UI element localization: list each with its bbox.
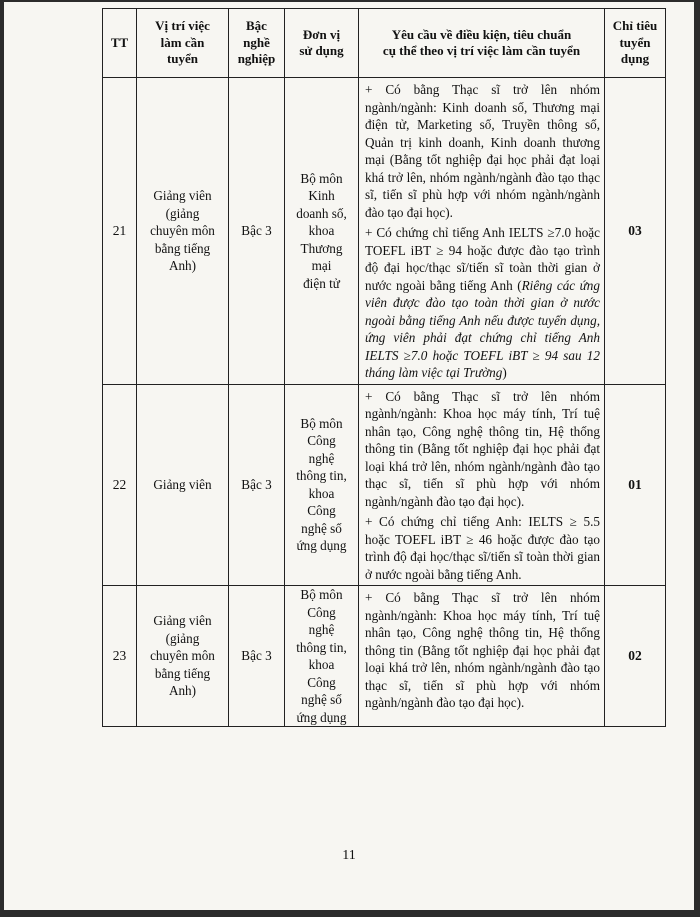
header-tt: TT	[103, 9, 137, 78]
document-page	[4, 2, 694, 910]
header-position: Vị trí việc làm cần tuyển	[137, 9, 229, 78]
requirements-cell	[359, 78, 605, 385]
header-level: Bậc nghề nghiệp	[229, 9, 285, 78]
level-cell: Bậc 3	[229, 586, 285, 727]
level-cell: Bậc 3	[229, 384, 285, 586]
degree-requirement: + Có bằng Thạc sĩ trở lên nhóm ngành/ngành: Khoa học máy tính, Trí tuệ nhân tạo, Công nghệ thông tin, Hệ thống thông tin (Bằng tốt nghiệp đại học phải đạt loại khá trở lên, nhóm ngành/ngành đào tạo thạc sĩ, tiến sĩ phù hợp với nhóm ngành/ngành đào tạo đại học).	[365, 590, 600, 710]
row-number: 23	[103, 586, 137, 727]
position-cell: Giảng viên	[137, 384, 229, 586]
language-requirement: + Có chứng chỉ tiếng Anh: IELTS ≥ 5.5 hoặc TOEFL iBT ≥ 46 hoặc được đào tạo trình độ đại học/thạc sĩ/tiến sĩ toàn thời gian ở nước ngoài bằng tiếng Anh.	[365, 514, 600, 582]
header-quota: Chỉ tiêu tuyển dụng	[605, 9, 666, 78]
degree-requirement: + Có bằng Thạc sĩ trở lên nhóm ngành/ngành: Kinh doanh số, Thương mại điện tử, Marketing số, Truyền thông số, Quản trị kinh doanh, Kinh doanh thương mại (Bằng tốt nghiệp đại học phải đạt loại khá trở lên, nhóm ngành/ngành đào tạo thạc sĩ, tiến sĩ phù hợp với nhóm ngành/ngành đào tạo đại học).	[365, 82, 600, 220]
table-row	[103, 586, 666, 727]
position-cell: Giảng viên (giảng chuyên môn bằng tiếng Anh)	[137, 586, 229, 727]
requirements-cell	[359, 586, 605, 727]
table-header-row	[103, 9, 666, 78]
table-row	[103, 384, 666, 586]
row-number: 22	[103, 384, 137, 586]
row-number: 21	[103, 78, 137, 385]
level-cell: Bậc 3	[229, 78, 285, 385]
unit-cell: Bộ môn Công nghệ thông tin, khoa Công nghệ số ứng dụng	[285, 384, 359, 586]
recruitment-table	[102, 8, 666, 727]
header-unit: Đơn vị sử dụng	[285, 9, 359, 78]
degree-requirement: + Có bằng Thạc sĩ trở lên nhóm ngành/ngành: Khoa học máy tính, Trí tuệ nhân tạo, Công nghệ thông tin, Hệ thống thông tin (Bằng tốt nghiệp đại học phải đạt loại khá trở lên, nhóm ngành/ngành đào tạo thạc sĩ, tiến sĩ phù hợp với nhóm ngành/ngành đào tạo đại học).	[365, 388, 600, 509]
requirements-cell	[359, 384, 605, 586]
quota-cell: 02	[605, 586, 666, 727]
page-number: 11	[342, 848, 356, 863]
unit-cell: Bộ môn Kinh doanh số, khoa Thương mại điện tử	[285, 78, 359, 385]
unit-cell: Bộ môn Công nghệ thông tin, khoa Công nghệ số ứng dụng	[285, 586, 359, 727]
quota-cell: 01	[605, 384, 666, 586]
table-row	[103, 78, 666, 385]
language-requirement: + Có chứng chỉ tiếng Anh IELTS ≥7.0 hoặc TOEFL iBT ≥ 94 hoặc được đào tạo trình độ đại học/thạc sĩ/tiến sĩ toàn thời gian ở nước ngoài bằng tiếng Anh (Riêng các ứng viên được đào tạo toàn thời gian ở nước ngoài bằng tiếng Anh nếu được tuyển dụng, ứng viên phải đạt chứng chỉ tiếng Anh IELTS ≥7.0 hoặc TOEFL iBT ≥ 94 sau 12 tháng làm việc tại Trường)	[365, 225, 600, 380]
header-requirements: Yêu cầu về điều kiện, tiêu chuẩn cụ thể theo vị trí việc làm cần tuyển	[359, 9, 605, 78]
position-cell: Giảng viên (giảng chuyên môn bằng tiếng Anh)	[137, 78, 229, 385]
quota-cell: 03	[605, 78, 666, 385]
